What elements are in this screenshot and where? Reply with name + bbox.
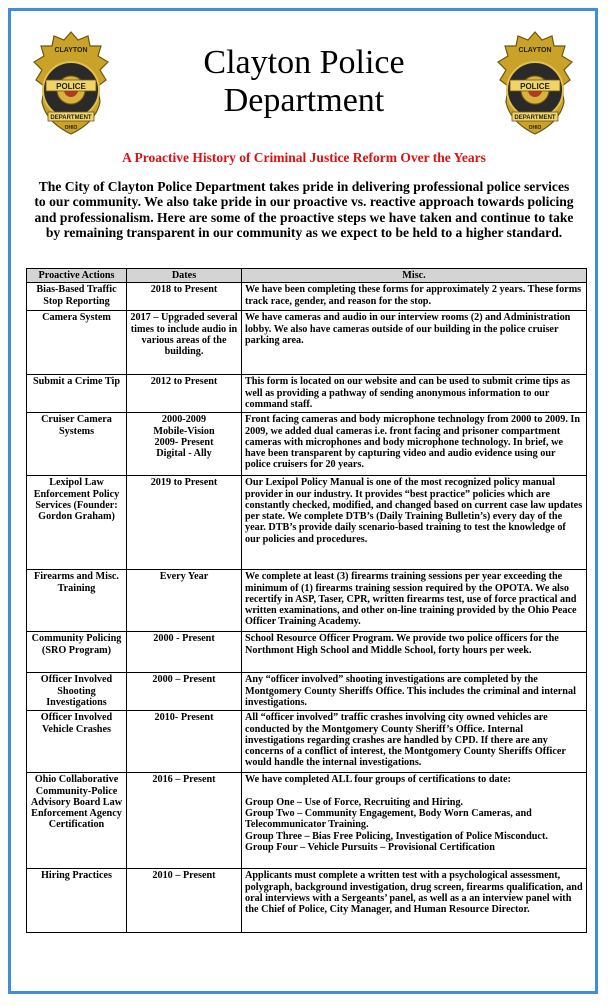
table-row	[27, 869, 587, 933]
dates-cell: 2018 to Present	[127, 283, 242, 311]
action-cell: Officer Involved Vehicle Crashes	[27, 711, 127, 773]
dates-cell: 2016 – Present	[127, 773, 242, 869]
badge-banner-text: POLICE	[520, 82, 550, 91]
table-row	[27, 570, 587, 632]
misc-cell: We complete at least (3) firearms training sessions per year exceeding the minimum of (1) firearms training session required by the OPOTA. We also recertify in ASP, Taser, CPR, written firearms test, use of force practical and written examinations, and other on-line training provided by the Ohio Peace Officer Training Academy.	[242, 570, 587, 632]
dates-cell: 2000-2009 Mobile-Vision 2009- Present Digital - Ally	[127, 413, 242, 476]
badge-top-text: CLAYTON	[54, 47, 88, 54]
table-row	[27, 773, 587, 869]
badge-bottom-text: DEPARTMENT	[514, 115, 556, 121]
misc-cell: Our Lexipol Policy Manual is one of the most recognized policy manual provider in our industry. It provides “best practice” policies which are constantly checked, modified, and changed based on current case law updates per state. We complete DTB’s (Daily Training Bulletin’s) every day of the year. DTB’s provide daily scenario-based training to test the knowledge of our policies and procedures.	[242, 476, 587, 570]
dates-cell: 2000 – Present	[127, 673, 242, 711]
dates-cell: Every Year	[127, 570, 242, 632]
action-cell: Submit a Crime Tip	[27, 375, 127, 413]
action-cell: Cruiser Camera Systems	[27, 413, 127, 476]
table-row	[27, 711, 587, 773]
badge-top-text: CLAYTON	[518, 47, 552, 54]
misc-cell: We have been completing these forms for approximately 2 years. These forms track race, gender, and reason for the stop.	[242, 283, 587, 311]
title-line-2: Department	[223, 82, 385, 119]
action-cell: Ohio Collaborative Community-Police Advisory Board Law Enforcement Agency Certification	[27, 773, 127, 869]
misc-cell: Applicants must complete a written test with a psychological assessment, polygraph, background investigation, drug screen, firearms qualification, and oral interviews with a Sergeants’ panel, as well as a an interview panel with the Chief of Police, City Manager, and Human Resource Director.	[242, 869, 587, 933]
table-row	[27, 283, 587, 311]
action-cell: Camera System	[27, 311, 127, 375]
table-row	[27, 476, 587, 570]
table-row	[27, 413, 587, 476]
subtitle: A Proactive History of Criminal Justice Reform Over the Years	[122, 150, 486, 165]
page-title	[120, 44, 488, 120]
police-badge-right-icon	[490, 30, 580, 138]
column-header-dates: Dates	[127, 269, 242, 283]
table-row	[27, 311, 587, 375]
misc-cell: All “officer involved” traffic crashes involving city owned vehicles are conducted by the Montgomery County Sheriff’s Office. Internal investigations regarding crashes are handled by CPD. If there are any concerns of a conflict of interest, the Montgomery County Sheriffs Officer would handle the internal investigations.	[242, 711, 587, 773]
title-line-1: Clayton Police	[203, 44, 405, 81]
dates-cell: 2000 - Present	[127, 632, 242, 673]
misc-cell: We have cameras and audio in our interview rooms (2) and Administration lobby. We also have cameras outside of our building in the police cruiser parking area.	[242, 311, 587, 375]
dates-cell: 2019 to Present	[127, 476, 242, 570]
misc-cell: This form is located on our website and can be used to submit crime tips as well as providing a pathway of sending anonymous information to our command staff.	[242, 375, 587, 413]
action-cell: Firearms and Misc. Training	[27, 570, 127, 632]
misc-cell: Front facing cameras and body microphone technology from 2000 to 2009. In 2009, we added dual cameras i.e. front facing and prisoner compartment cameras with microphones and body microphone technology. In brief, we have been transparent by capturing video and audio evidence using our police cruisers for 20 years.	[242, 413, 587, 476]
badge-state-text: OHIO	[64, 125, 78, 131]
table-row	[27, 673, 587, 711]
action-cell: Community Policing (SRO Program)	[27, 632, 127, 673]
action-cell: Hiring Practices	[27, 869, 127, 933]
misc-cell: We have completed ALL four groups of certifications to date: Group One – Use of Force, Recruiting and Hiring. Group Two – Community Engagement, Body Worn Cameras, and Telecommunicator Training. Group Three – Bias Free Policing, Investigation of Police Misconduct. Group Four – Vehicle Pursuits – Provisional Certification	[242, 773, 587, 869]
intro-paragraph: The City of Clayton Police Department takes pride in delivering professional police services to our community. We also take pride in our proactive vs. reactive approach towards policing and professionalism. Here are some of the proactive steps we have taken and continue to take by remaining transparent in our community as we expect to be held to a higher standard.	[34, 179, 574, 241]
badge-banner-text: POLICE	[56, 82, 86, 91]
table-row	[27, 375, 587, 413]
table-row	[27, 632, 587, 673]
proactive-actions-table	[26, 268, 587, 933]
action-cell: Bias-Based Traffic Stop Reporting	[27, 283, 127, 311]
dates-cell: 2010- Present	[127, 711, 242, 773]
action-cell: Lexipol Law Enforcement Policy Services (Founder: Gordon Graham)	[27, 476, 127, 570]
misc-cell: Any “officer involved” shooting investigations are completed by the Montgomery County Sheriffs Office. This includes the criminal and internal investigations.	[242, 673, 587, 711]
badge-state-text: OHIO	[528, 125, 542, 131]
table-header-row	[27, 269, 587, 283]
column-header-actions: Proactive Actions	[27, 269, 127, 283]
badge-bottom-text: DEPARTMENT	[50, 115, 92, 121]
action-cell: Officer Involved Shooting Investigations	[27, 673, 127, 711]
dates-cell: 2012 to Present	[127, 375, 242, 413]
column-header-misc: Misc.	[242, 269, 587, 283]
dates-cell: 2010 – Present	[127, 869, 242, 933]
misc-cell: School Resource Officer Program. We provide two police officers for the Northmont High School and Middle School, forty hours per week.	[242, 632, 587, 673]
police-badge-left-icon	[26, 30, 116, 138]
dates-cell: 2017 – Upgraded several times to include audio in various areas of the building.	[127, 311, 242, 375]
